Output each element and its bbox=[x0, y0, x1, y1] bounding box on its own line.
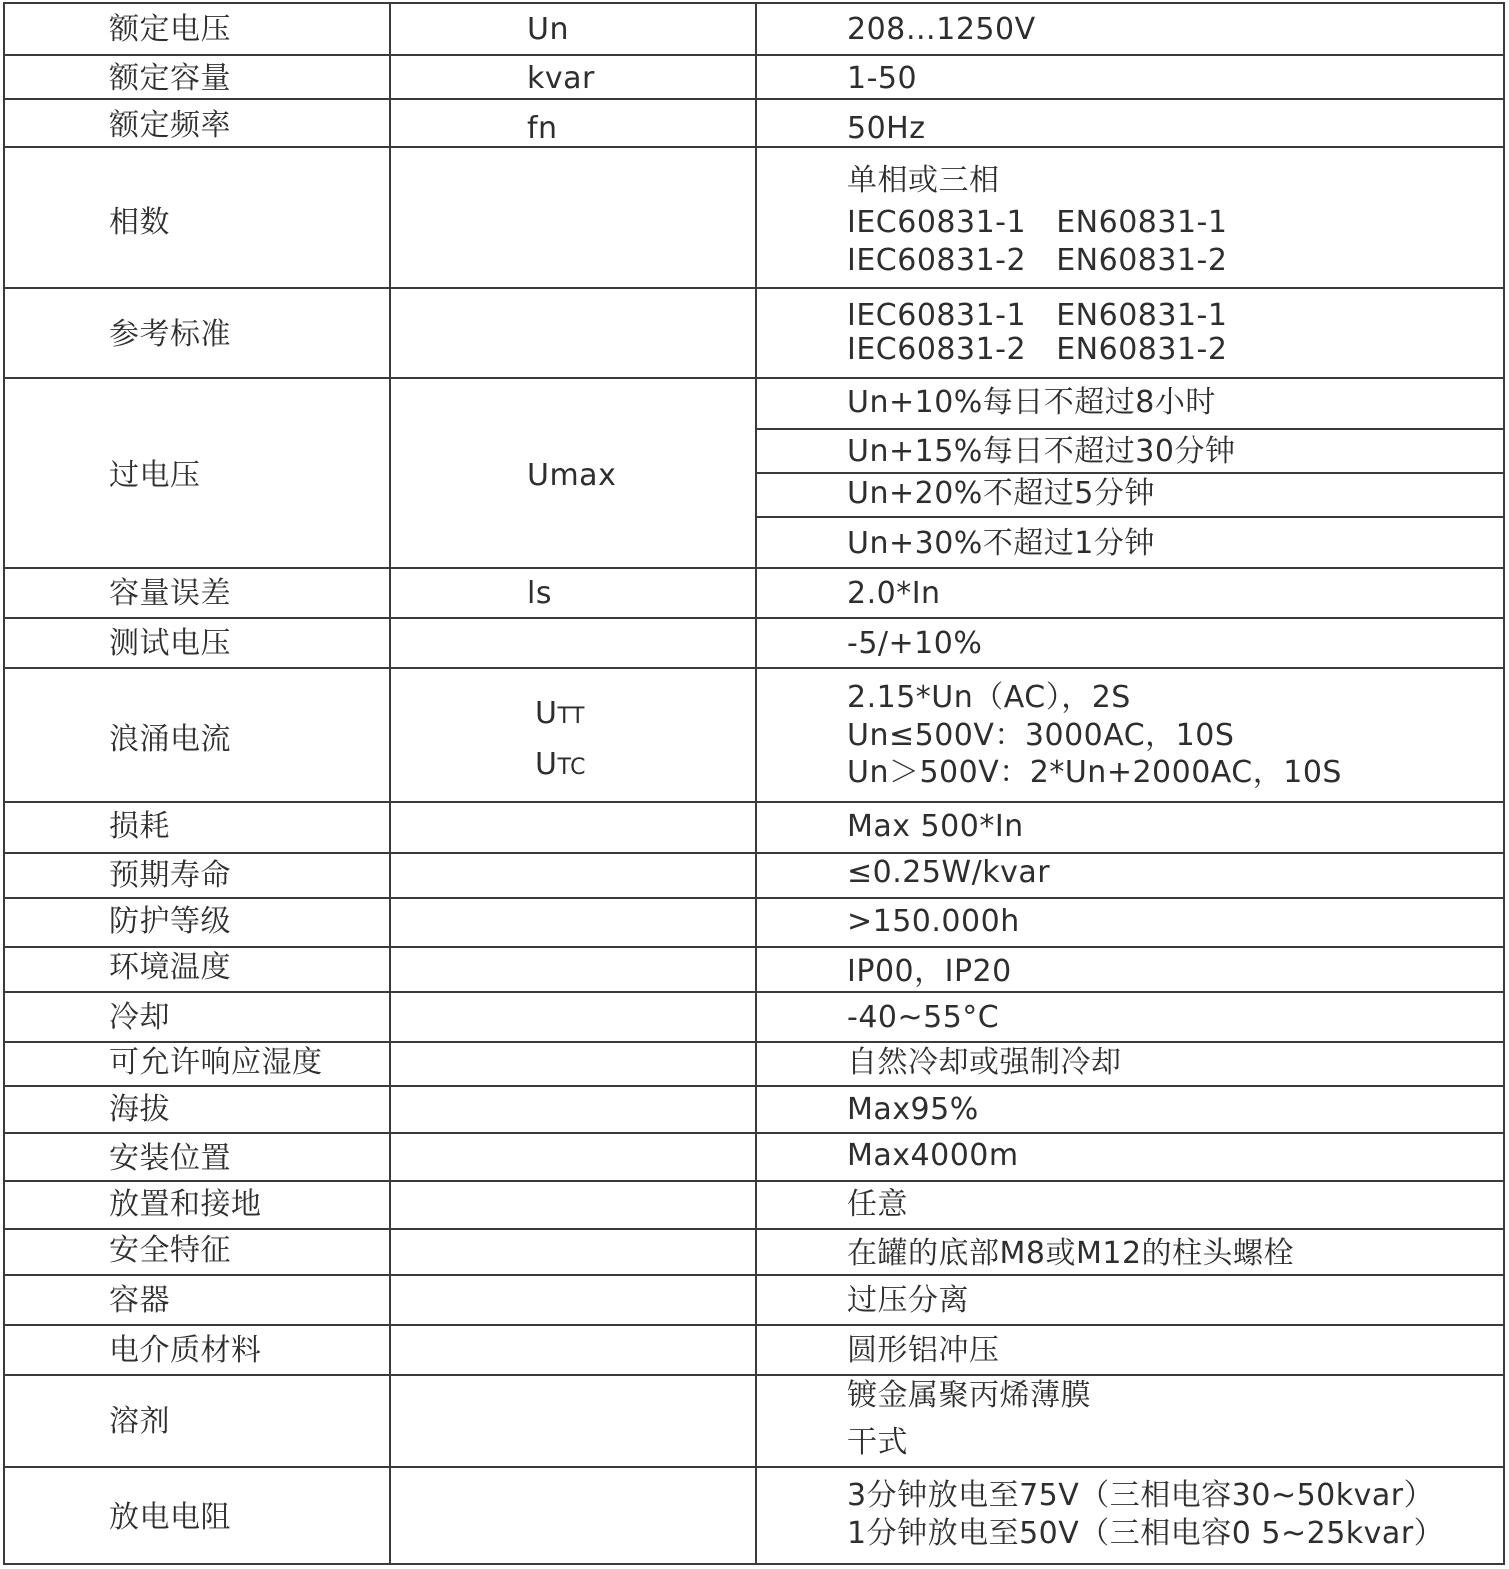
row-value: Max95% bbox=[847, 1092, 979, 1127]
row-symbol: Un bbox=[527, 12, 569, 47]
row-value: 自然冷却或强制冷却 bbox=[847, 1045, 1122, 1080]
row-label: 浪涌电流 bbox=[109, 722, 231, 757]
row-value-line: 1分钟放电至50V（三相电容0 5~25kvar） bbox=[847, 1516, 1445, 1551]
row-value: IP00，IP20 bbox=[847, 954, 1012, 989]
row-symbol bbox=[535, 696, 585, 735]
row-divider bbox=[5, 1180, 1503, 1182]
row-value: Max4000m bbox=[847, 1138, 1019, 1173]
row-label: 预期寿命 bbox=[109, 858, 231, 893]
row-label: 容量误差 bbox=[109, 576, 231, 611]
row-value-line: Un+30%不超过1分钟 bbox=[847, 526, 1155, 561]
row-value-line: Un+15%每日不超过30分钟 bbox=[847, 434, 1236, 469]
row-divider bbox=[5, 667, 1503, 669]
row-value: >150.000h bbox=[847, 904, 1020, 939]
row-divider bbox=[5, 377, 1503, 379]
spec-table bbox=[3, 2, 1505, 1565]
row-divider bbox=[757, 428, 1503, 430]
row-label: 放置和接地 bbox=[109, 1187, 262, 1222]
row-divider bbox=[5, 287, 1503, 289]
row-value: 208…1250V bbox=[847, 12, 1036, 47]
row-divider bbox=[5, 946, 1503, 948]
row-label: 参考标准 bbox=[109, 317, 231, 352]
row-value: Max 500*In bbox=[847, 809, 1024, 844]
row-value-line: Un＞500V：2*Un+2000AC，10S bbox=[847, 755, 1342, 790]
column-divider-2 bbox=[755, 4, 757, 1563]
row-divider bbox=[5, 1466, 1503, 1468]
row-value: 在罐的底部M8或M12的柱头螺栓 bbox=[847, 1236, 1295, 1271]
row-value: 2.0*In bbox=[847, 576, 941, 611]
row-label: 溶剂 bbox=[109, 1404, 170, 1439]
row-value-line: IEC60831-1 EN60831-1 bbox=[847, 298, 1228, 333]
row-divider bbox=[5, 1132, 1503, 1134]
row-symbol: Umax bbox=[527, 458, 617, 493]
row-divider bbox=[5, 801, 1503, 803]
row-divider bbox=[5, 897, 1503, 899]
row-value-line: IEC60831-2 EN60831-2 bbox=[847, 243, 1228, 278]
row-divider bbox=[5, 1374, 1503, 1376]
row-value: 50Hz bbox=[847, 111, 926, 146]
row-label: 环境温度 bbox=[109, 950, 231, 985]
row-divider bbox=[5, 617, 1503, 619]
row-value-line: 镀金属聚丙烯薄膜 bbox=[847, 1378, 1091, 1413]
row-symbol: ls bbox=[527, 576, 552, 611]
row-label: 安装位置 bbox=[109, 1141, 231, 1176]
row-value: 1-50 bbox=[847, 61, 918, 96]
row-label: 冷却 bbox=[109, 1000, 170, 1035]
row-divider bbox=[5, 1085, 1503, 1087]
row-divider bbox=[5, 567, 1503, 569]
row-value: -40~55°C bbox=[847, 1000, 1000, 1035]
row-value: ≤0.25W/kvar bbox=[847, 855, 1051, 890]
symbol-main: U bbox=[535, 696, 558, 731]
row-divider bbox=[5, 1274, 1503, 1276]
row-value: -5/+10% bbox=[847, 626, 983, 661]
row-label: 过电压 bbox=[109, 458, 201, 493]
row-label: 损耗 bbox=[109, 809, 170, 844]
row-label: 额定容量 bbox=[109, 61, 231, 96]
row-label: 额定频率 bbox=[109, 108, 231, 143]
row-divider bbox=[5, 1324, 1503, 1326]
row-value-line: Un+20%不超过5分钟 bbox=[847, 476, 1155, 511]
row-divider bbox=[5, 991, 1503, 993]
row-label: 额定电压 bbox=[109, 12, 231, 47]
row-label: 防护等级 bbox=[109, 904, 231, 939]
row-label: 测试电压 bbox=[109, 626, 231, 661]
row-divider bbox=[5, 852, 1503, 854]
row-divider bbox=[757, 472, 1503, 474]
symbol-sub: TC bbox=[557, 755, 586, 780]
row-label: 相数 bbox=[109, 205, 170, 240]
row-value-line: Un+10%每日不超过8小时 bbox=[847, 385, 1216, 420]
row-symbol bbox=[535, 747, 586, 786]
row-value-line: IEC60831-1 EN60831-1 bbox=[847, 205, 1228, 240]
row-divider bbox=[5, 98, 1503, 100]
row-value-line: 单相或三相 bbox=[847, 163, 1000, 198]
row-label: 安全特征 bbox=[109, 1233, 231, 1268]
row-label: 可允许响应湿度 bbox=[109, 1045, 323, 1080]
row-value: 圆形铝冲压 bbox=[847, 1333, 1000, 1368]
row-label: 海拔 bbox=[109, 1092, 170, 1127]
row-symbol: kvar bbox=[527, 61, 595, 96]
row-value: 过压分离 bbox=[847, 1283, 969, 1318]
row-value: 任意 bbox=[847, 1187, 908, 1222]
row-divider bbox=[757, 516, 1503, 518]
column-divider-1 bbox=[389, 4, 391, 1563]
row-label: 电介质材料 bbox=[109, 1333, 262, 1368]
row-value-line: IEC60831-2 EN60831-2 bbox=[847, 332, 1228, 367]
row-divider bbox=[5, 146, 1503, 148]
row-value-line: 干式 bbox=[847, 1425, 908, 1460]
row-label: 放电电阻 bbox=[109, 1500, 231, 1535]
row-divider bbox=[5, 1041, 1503, 1043]
row-label: 容器 bbox=[109, 1283, 170, 1318]
row-symbol: fn bbox=[527, 111, 558, 146]
row-divider bbox=[5, 1228, 1503, 1230]
symbol-sub: TT bbox=[557, 704, 585, 729]
row-value-line: 3分钟放电至75V（三相电容30~50kvar） bbox=[847, 1478, 1435, 1513]
row-value-line: Un≤500V：3000AC，10S bbox=[847, 718, 1235, 753]
row-value-line: 2.15*Un（AC），2S bbox=[847, 680, 1131, 715]
row-divider bbox=[5, 54, 1503, 56]
symbol-main: U bbox=[535, 747, 558, 782]
